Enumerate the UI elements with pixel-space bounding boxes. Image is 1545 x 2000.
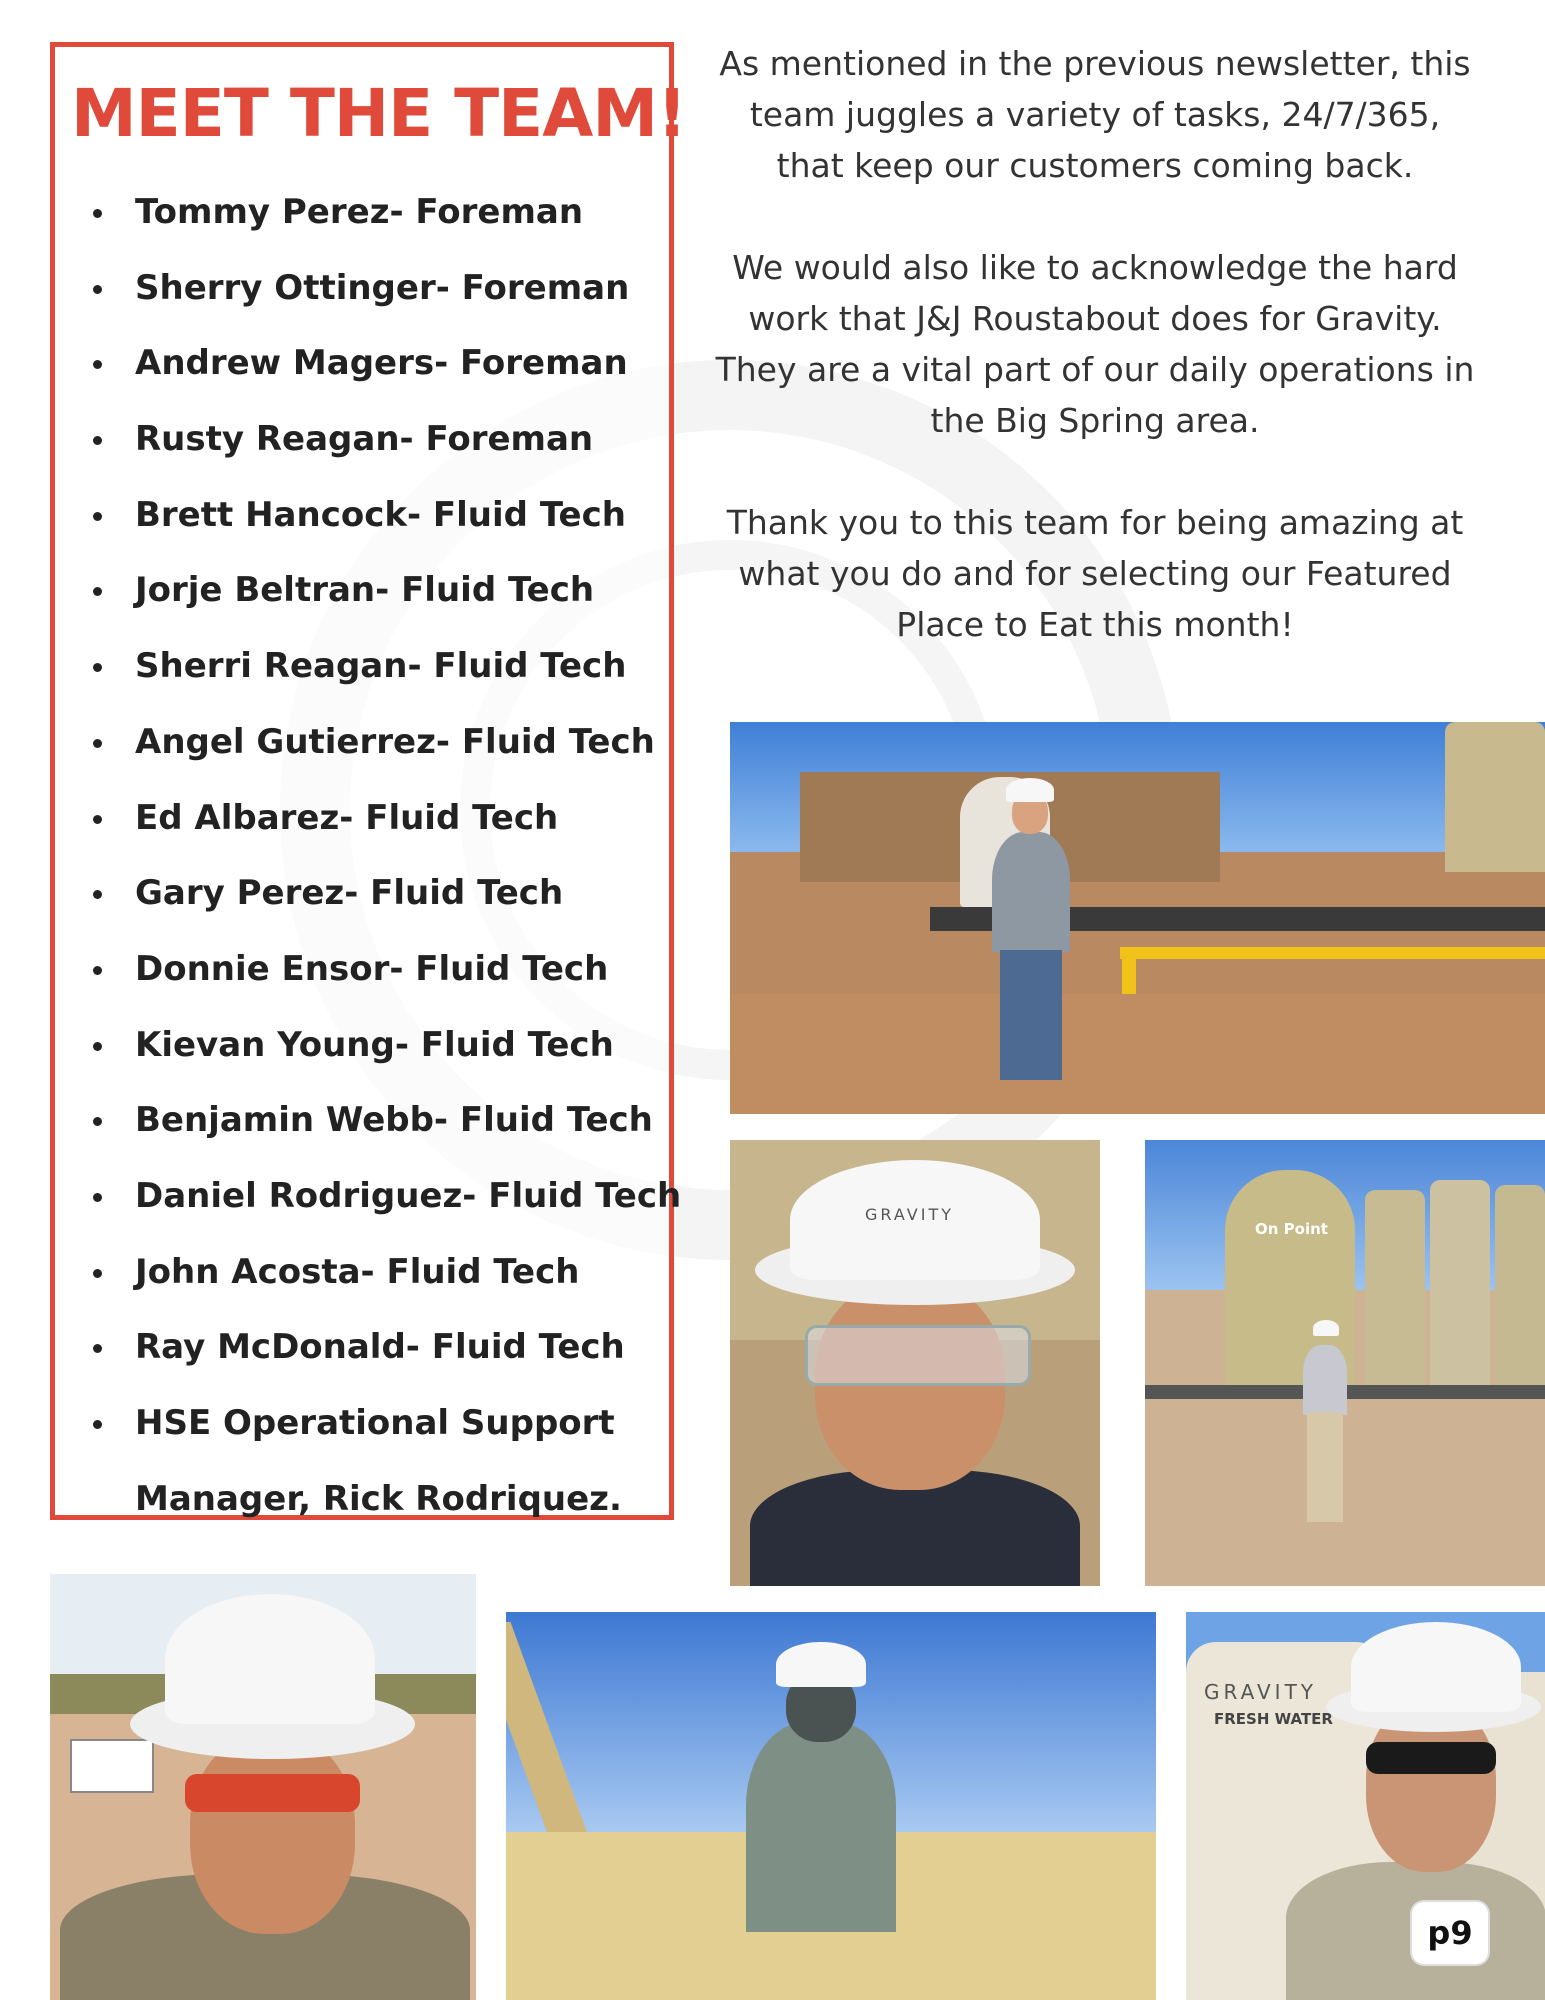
- photo-white-hardhat: [165, 1594, 375, 1724]
- team-member-name: Angel Gutierrez- Fluid Tech: [135, 721, 655, 762]
- team-member-item: [79, 1083, 681, 1159]
- team-member-name: Jorje Beltran- Fluid Tech: [135, 570, 595, 611]
- team-member-name: Brett Hancock- Fluid Tech: [135, 494, 626, 535]
- team-member-item: [79, 932, 681, 1008]
- photo-white-hardhat: [1351, 1622, 1521, 1712]
- bullet-icon: [93, 1269, 102, 1278]
- photo-man-gravity-tank: [1186, 1612, 1545, 2000]
- intro-paragraph-1: As mentioned in the previous newsletter, this team juggles a variety of tasks, 24/7/365, that keep our customers coming back.: [719, 44, 1471, 185]
- photo-worker-hardhat: [1313, 1320, 1339, 1336]
- photo-tank: [1430, 1180, 1490, 1390]
- team-member-item: [79, 175, 681, 251]
- photo-tank: [1365, 1190, 1425, 1390]
- photo-tank-subtitle: FRESH WATER: [1214, 1710, 1333, 1728]
- bullet-icon: [93, 1117, 102, 1126]
- team-member-name: Donnie Ensor- Fluid Tech: [135, 948, 609, 989]
- team-member-name: Kievan Young- Fluid Tech: [135, 1024, 614, 1065]
- team-member-name: John Acosta- Fluid Tech: [135, 1251, 580, 1292]
- team-member-item: [79, 705, 681, 781]
- bullet-icon: [93, 512, 102, 521]
- bullet-icon: [93, 1042, 102, 1051]
- photo-safety-glasses: [805, 1325, 1031, 1386]
- team-member-name: Tommy Perez- Foreman: [135, 192, 584, 232]
- team-member-item: [79, 326, 681, 402]
- team-member-item: [79, 402, 681, 478]
- team-member-name: Daniel Rodriguez- Fluid Tech: [135, 1175, 682, 1216]
- photo-site-worker: [730, 722, 1545, 1114]
- photo-sign-post: [70, 1739, 154, 1793]
- intro-text: [715, 38, 1475, 701]
- intro-paragraph-3: Thank you to this team for being amazing at what you do and for selecting our Featured Place to Eat this month!: [726, 503, 1464, 644]
- photo-tank-battery: [1145, 1140, 1545, 1586]
- photo-sunglasses: [1366, 1742, 1496, 1774]
- bullet-icon: [93, 890, 102, 899]
- team-member-item: [79, 1386, 681, 1462]
- team-member-name: Sherri Reagan- Fluid Tech: [135, 646, 627, 687]
- bullet-icon: [93, 1344, 102, 1353]
- bullet-icon: [93, 1193, 102, 1202]
- team-member-item: [79, 1159, 681, 1235]
- team-member-item: [79, 1235, 681, 1311]
- photo-worker-legs: [1307, 1412, 1343, 1522]
- team-member-item: [79, 1310, 681, 1386]
- photo-worker-body: [992, 832, 1070, 952]
- photo-worker-body: [1303, 1345, 1347, 1415]
- photo-tall-tank: [1445, 722, 1545, 872]
- page-number-badge: p9: [1412, 1902, 1488, 1964]
- photo-worker-on-tank: [506, 1612, 1156, 2000]
- photo-man-orange-glasses: [50, 1574, 476, 2000]
- bullet-icon: [93, 436, 102, 445]
- photo-tank: [1495, 1185, 1545, 1390]
- team-member-item-continued: [79, 1462, 681, 1538]
- photo-worker-body: [746, 1722, 896, 1932]
- photo-yellow-rail: [1120, 947, 1545, 959]
- team-member-name: Rusty Reagan- Foreman: [135, 419, 594, 460]
- bullet-icon: [93, 360, 102, 369]
- team-member-name: Manager, Rick Rodriquez.: [135, 1478, 622, 1519]
- intro-paragraph-2: We would also like to acknowledge the hard work that J&J Roustabout does for Gravity. They are a vital part of our daily operations in the Big Spring area.: [715, 248, 1475, 440]
- team-member-name: Gary Perez- Fluid Tech: [135, 873, 564, 914]
- bullet-icon: [93, 285, 102, 294]
- photo-hardhat-label: GRAVITY: [865, 1205, 954, 1224]
- bullet-icon: [93, 739, 102, 748]
- bullet-icon: [93, 663, 102, 672]
- team-member-item: [79, 478, 681, 554]
- photo-tank-brand: GRAVITY: [1204, 1680, 1317, 1704]
- team-member-name: Sherry Ottinger- Foreman: [135, 267, 630, 308]
- photo-orange-glasses: [185, 1774, 360, 1812]
- photo-worker-hardhat: [776, 1642, 866, 1687]
- team-member-name: Andrew Magers- Foreman: [135, 343, 628, 384]
- bullet-icon: [93, 587, 102, 596]
- team-member-item: [79, 629, 681, 705]
- team-member-item: [79, 856, 681, 932]
- bullet-icon: [93, 966, 102, 975]
- team-member-name: Ed Albarez- Fluid Tech: [135, 797, 559, 838]
- bullet-icon: [93, 815, 102, 824]
- team-title: MEET THE TEAM!: [71, 75, 687, 152]
- team-member-name: Ray McDonald- Fluid Tech: [135, 1327, 625, 1368]
- bullet-icon: [93, 1420, 102, 1429]
- photo-worker-hardhat: [1006, 778, 1054, 802]
- photo-woman-selfie: [730, 1140, 1100, 1586]
- photo-worker-legs: [1000, 950, 1062, 1080]
- team-member-name: HSE Operational Support: [135, 1403, 615, 1443]
- team-member-name: Benjamin Webb- Fluid Tech: [135, 1100, 653, 1141]
- team-roster-box: [50, 42, 687, 1520]
- photo-dirt-ground: [730, 994, 1545, 1114]
- team-member-list: [79, 175, 681, 1537]
- bullet-icon: [93, 209, 102, 218]
- team-member-item: [79, 251, 681, 327]
- photo-man-face: [190, 1734, 355, 1934]
- team-member-item: [79, 553, 681, 629]
- team-member-item: [79, 1008, 681, 1084]
- photo-tank-label: On Point: [1255, 1220, 1328, 1238]
- team-member-item: [79, 781, 681, 857]
